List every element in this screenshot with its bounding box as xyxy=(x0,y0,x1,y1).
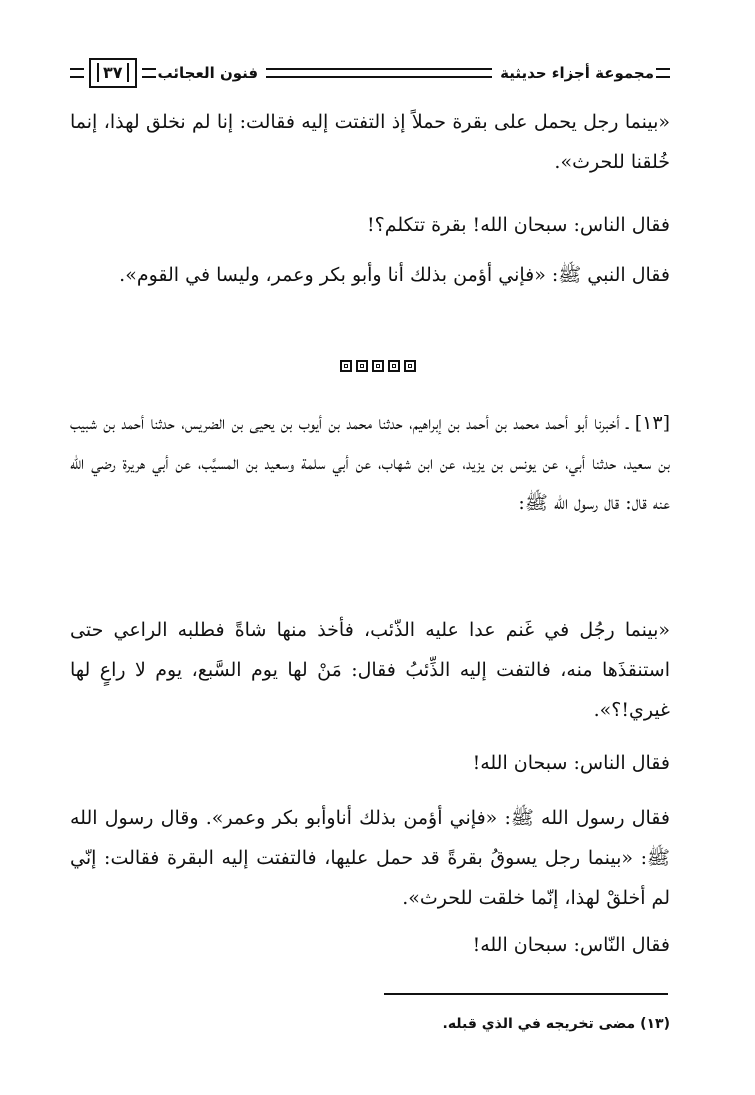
header-rule-middle xyxy=(266,68,492,78)
ornament-square xyxy=(404,360,416,372)
paragraph-wolf-hadith: «بينما رجُل في غَنم عدا عليه الذّئب، فأخذ منها شاةً فطلبه الراعي حتى استنقذَها منه، فالتفت إليه الذِّئبُ فقال: مَنْ لها يوم السَّبع، يوم لا راعٍ لها غيري!؟». xyxy=(70,619,670,721)
ornament-square xyxy=(356,360,368,372)
footnote-13: (١٣) مضى تخريجه في الذي قبله. xyxy=(442,1016,670,1032)
paragraph-isnad-13: [١٣] ـ أخبرنا أبو أحمد محمد بن أحمد بن إبراهيم، حدثنا محمد بن أيوب بن يحيى بن الضريس، حدثنا أحمد بن شبيب بن سعيد، حدثنا أبي، عن يونس بن يزيد، عن ابن شهاب، عن أبي سلمة وسعيد بن المسيَّب، عن أبي هريرة رضي الله عنه قال: قال رسول الله ﷺ: xyxy=(70,412,670,514)
paragraph-cow-hadith: «بينما رجل يحمل على بقرة حملاً إذ التفتت إليه فقالت: إنا لم نخلق لهذا، إنما خُلقنا للحرث». xyxy=(70,111,670,173)
header-rule-inner xyxy=(142,68,156,78)
paragraph-prophet-reply-2: فقال رسول الله ﷺ: «فإني أؤمن بذلك أناوأبو بكر وعمر». وقال رسول الله ﷺ: «بينما رجل يسوقُ بقرةً قد حمل عليها، فالتفتت إليه البقرة فقالت: إنّي لم أخلقْ لهذا، إنّما خلقت للحرث». xyxy=(70,807,670,909)
ornament-square xyxy=(372,360,384,372)
page-number-box xyxy=(89,58,137,88)
book-title: فنون العجائب xyxy=(157,64,259,82)
collection-title: مجموعة أجزاء حديثية xyxy=(500,64,654,82)
ornament-square xyxy=(388,360,400,372)
running-header xyxy=(70,56,670,90)
paragraph-people-reply-3: فقال النّاس: سبحان الله! xyxy=(472,934,670,956)
header-rule-left xyxy=(70,68,84,78)
page-number: ٣٧ xyxy=(97,63,129,82)
paragraph-people-reply-1: فقال الناس: سبحان الله! بقرة تتكلم؟! xyxy=(366,214,670,236)
section-divider-ornament xyxy=(0,360,755,372)
header-rule-right xyxy=(656,68,670,78)
paragraph-prophet-reply-1: فقال النبي ﷺ: «فإني أؤمن بذلك أنا وأبو بكر وعمر، وليسا في القوم». xyxy=(119,264,670,286)
ornament-square xyxy=(340,360,352,372)
footnote-separator xyxy=(384,993,668,995)
paragraph-people-reply-2: فقال الناس: سبحان الله! xyxy=(472,752,670,774)
